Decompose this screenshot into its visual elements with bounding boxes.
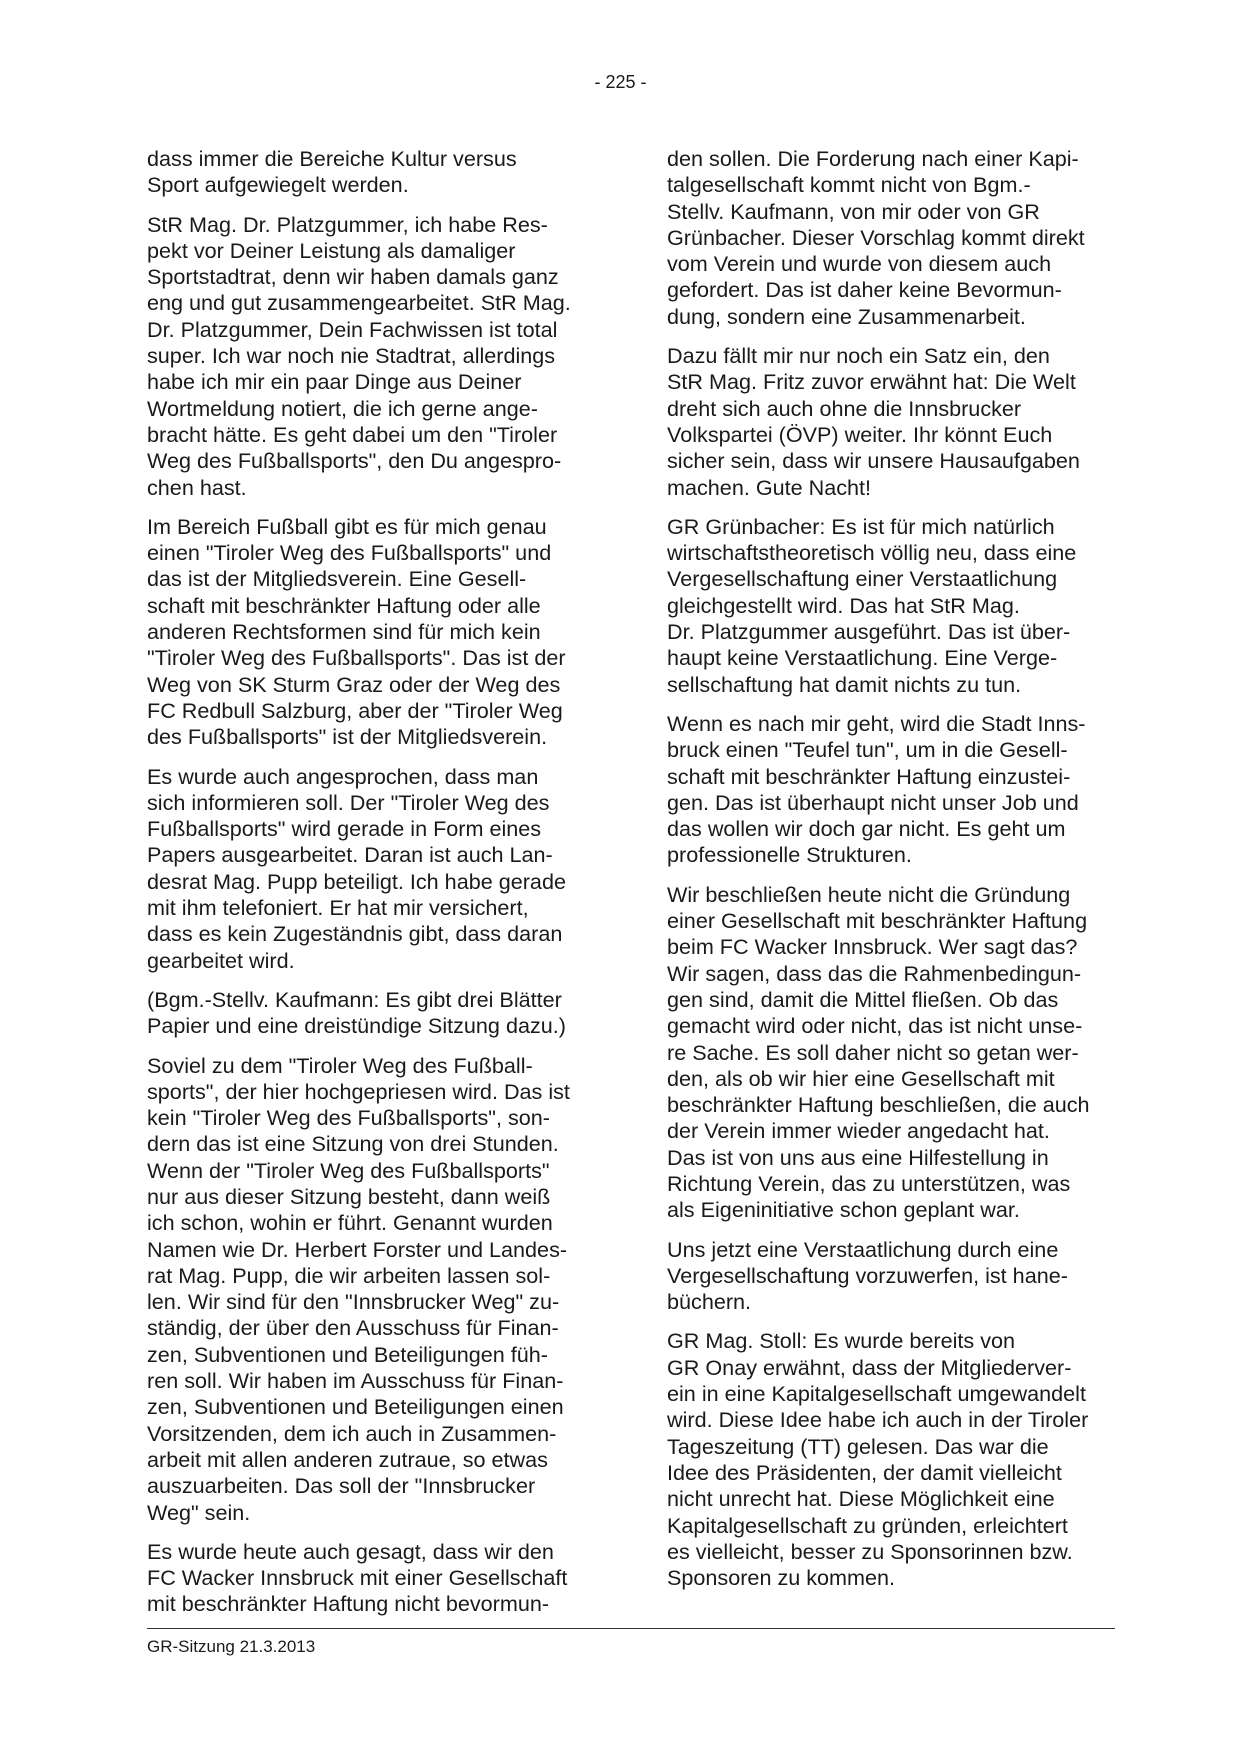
paragraph: GR Grünbacher: Es ist für mich natürlich wirtschaftstheoretisch völlig neu, dass eine Vergesellschaftung einer Verstaatlichung gleichgestellt wird. Das hat StR Mag. Dr. Platzgummer ausgeführt. Das ist über- haupt keine Verstaatlichung. Eine Verge- sellschaftung hat damit nichts zu tun. <box>667 513 1077 697</box>
paragraph: StR Mag. Dr. Platzgummer, ich habe Res- pekt vor Deiner Leistung als damaliger Sportstadtrat, denn wir haben damals ganz eng und gut zusammengearbeitet. StR Mag. Dr. Platzgummer, Dein Fachwissen ist total super. Ich war noch nie Stadtrat, allerdings habe ich mir ein paar Dinge aus Deiner Wortmeldung notiert, die ich gerne ange- bracht hätte. Es geht dabei um den "Tiroler Weg des Fußballsports", den Du angespro- chen hast. <box>147 211 571 500</box>
paragraph: Uns jetzt eine Verstaatlichung durch eine Vergesellschaftung vorzuwerfen, ist hane- büchern. <box>667 1236 1068 1315</box>
paragraph: dass immer die Bereiche Kultur versus Sport aufgewiegelt werden. <box>147 146 517 198</box>
paragraph: (Bgm.-Stellv. Kaufmann: Es gibt drei Blätter Papier und eine dreistündige Sitzung dazu.) <box>147 986 566 1039</box>
footer-divider <box>147 1628 1115 1629</box>
paragraph: Im Bereich Fußball gibt es für mich genau einen "Tiroler Weg des Fußballsports" und das ist der Mitgliedsverein. Eine Gesell- schaft mit beschränkter Haftung oder alle anderen Rechtsformen sind für mich kein "Tiroler Weg des Fußballsports". Das ist der Weg von SK Sturm Graz oder der Weg des FC Redbull Salzburg, aber der "Tiroler Weg des Fußballsports" ist der Mitgliedsverein. <box>147 513 566 750</box>
paragraph: Es wurde auch angesprochen, dass man sich informieren soll. Der "Tiroler Weg des Fußballsports" wird gerade in Form eines Papers ausgearbeitet. Daran ist auch Lan- desrat Mag. Pupp beteiligt. Ich habe gerade mit ihm telefoniert. Er hat mir versichert, dass es kein Zugeständnis gibt, dass daran gearbeitet wird. <box>147 763 566 973</box>
paragraph: Soviel zu dem "Tiroler Weg des Fußball- sports", der hier hochgepriesen wird. Das ist kein "Tiroler Weg des Fußballsports", son- dern das ist eine Sitzung von drei Stunden. Wenn der "Tiroler Weg des Fußballsports" nur aus dieser Sitzung besteht, dann weiß ich schon, wohin er führt. Genannt wurden Namen wie Dr. Herbert Forster und Landes- rat Mag. Pupp, die wir arbeiten lassen sol- len. Wir sind für den "Innsbrucker Weg" zu- ständig, der über den Ausschuss für Finan- zen, Subventionen und Beteiligungen füh- ren soll. Wir haben im Ausschuss für Finan- zen, Subventionen und Beteiligungen einen Vorsitzenden, dem ich auch in Zusammen- arbeit mit allen anderen zutraue, so etwas auszuarbeiten. Das soll der "Innsbrucker Weg" sein. <box>147 1052 570 1525</box>
page-number: - 225 - <box>594 72 647 92</box>
paragraph: Dazu fällt mir nur noch ein Satz ein, den StR Mag. Fritz zuvor erwähnt hat: Die Welt dreht sich auch ohne die Innsbrucker Volkspartei (ÖVP) weiter. Ihr könnt Euch sicher sein, dass wir unsere Hausaufgaben machen. Gute Nacht! <box>667 343 1080 500</box>
right-column <box>667 146 1122 1604</box>
paragraph: Es wurde heute auch gesagt, dass wir den FC Wacker Innsbruck mit einer Gesellschaft mit beschränkter Haftung nicht bevormun- <box>147 1538 568 1617</box>
left-column <box>147 146 602 1631</box>
footer-session-label: GR-Sitzung 21.3.2013 <box>147 1637 316 1656</box>
paragraph: GR Mag. Stoll: Es wurde bereits von GR Onay erwähnt, dass der Mitgliederver- ein in eine Kapitalgesellschaft umgewandelt wird. Diese Idee habe ich auch in der Tiroler Tageszeitung (TT) gelesen. Das war die Idee des Präsidenten, der damit vielleicht nicht unrecht hat. Diese Möglichkeit eine Kapitalgesellschaft zu gründen, erleichtert es vielleicht, besser zu Sponsorinnen bzw. Sponsoren zu kommen. <box>667 1328 1089 1591</box>
paragraph: den sollen. Die Forderung nach einer Kapi- talgesellschaft kommt nicht von Bgm.- Stellv. Kaufmann, von mir oder von GR Grünbacher. Dieser Vorschlag kommt direkt vom Verein und wurde von diesem auch gefordert. Das ist daher keine Bevormun- dung, sondern eine Zusammenarbeit. <box>667 146 1085 329</box>
paragraph: Wir beschließen heute nicht die Gründung einer Gesellschaft mit beschränkter Haftung beim FC Wacker Innsbruck. Wer sagt das? Wir sagen, dass das die Rahmenbedingun- gen sind, damit die Mittel fließen. Ob das gemacht wird oder nicht, das ist nicht unse- re Sache. Es soll daher nicht so getan wer- den, als ob wir hier eine Gesellschaft mit beschränkter Haftung beschließen, die auch der Verein immer wieder angedacht hat. Das ist von uns aus eine Hilfestellung in Richtung Verein, das zu unterstützen, was als Eigeninitiative schon geplant war. <box>667 881 1090 1223</box>
paragraph: Wenn es nach mir geht, wird die Stadt Inns- bruck einen "Teufel tun", um in die Gesell- schaft mit beschränkter Haftung einzustei- gen. Das ist überhaupt nicht unser Job und das wollen wir doch gar nicht. Es geht um professionelle Strukturen. <box>667 710 1086 868</box>
